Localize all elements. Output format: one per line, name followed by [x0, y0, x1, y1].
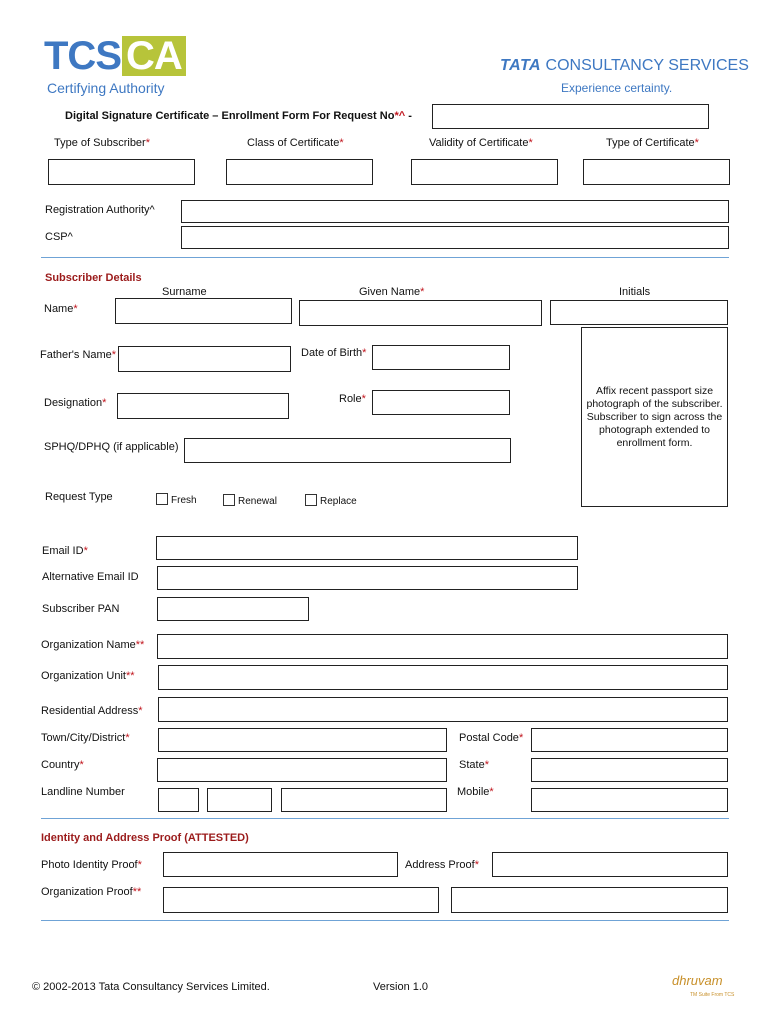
label-text: State — [459, 759, 485, 771]
org-unit-field[interactable] — [158, 665, 728, 690]
class-certificate-field[interactable] — [226, 159, 373, 185]
form-title-text: Digital Signature Certificate – Enrollment Form For Request No — [65, 110, 395, 122]
registration-authority-field[interactable] — [181, 200, 729, 223]
req-star: * — [137, 859, 142, 871]
logo-tcs-text: TCS — [44, 34, 121, 78]
type-subscriber-field[interactable] — [48, 159, 195, 185]
logo-subtitle: Certifying Authority — [47, 80, 165, 96]
label-text: Name — [44, 303, 74, 315]
label-text: Designation — [44, 397, 103, 409]
label-text: Photo Identity Proof — [41, 859, 138, 871]
label-text: Date of Birth — [301, 347, 363, 359]
req-star: ** — [132, 886, 142, 898]
designation-field[interactable] — [117, 393, 289, 419]
photo-instructions: Affix recent passport size photograph of the subscriber. Subscriber to sign across the photograph extended to enrollment form. — [586, 384, 723, 449]
tata-name: CONSULTANCY SERVICES — [545, 57, 749, 74]
validity-certificate-field[interactable] — [411, 159, 558, 185]
csp-label: CSP^ — [45, 231, 73, 243]
renewal-checkbox[interactable] — [223, 494, 235, 506]
csp-field[interactable] — [181, 226, 729, 249]
req-star: ** — [126, 670, 135, 682]
country-field[interactable] — [157, 758, 447, 782]
request-fresh-option[interactable] — [156, 493, 197, 506]
role-field[interactable] — [372, 390, 510, 415]
req-star: * — [73, 303, 78, 315]
type-subscriber-label — [54, 137, 150, 149]
postal-code-label — [459, 732, 523, 744]
landline-number-field[interactable] — [281, 788, 447, 812]
dob-label — [301, 347, 366, 359]
req-star: * — [474, 859, 479, 871]
designation-label — [44, 397, 106, 409]
req-star: * — [420, 286, 425, 298]
req-star: * — [102, 397, 107, 409]
label-text: Type of Certificate — [606, 137, 695, 149]
tata-logo — [500, 57, 749, 75]
mobile-label — [457, 786, 494, 798]
request-renewal-option[interactable] — [223, 494, 277, 507]
logo-ca-text: CA — [122, 36, 186, 76]
fresh-label: Fresh — [171, 495, 197, 506]
renewal-label: Renewal — [238, 496, 277, 507]
divider — [41, 920, 729, 921]
req-star: * — [489, 786, 494, 798]
req-star: ** — [135, 639, 145, 651]
email-field[interactable] — [156, 536, 578, 560]
req-star: * — [484, 759, 489, 771]
org-proof-label — [41, 886, 141, 898]
email-label — [42, 545, 88, 557]
class-certificate-label — [247, 137, 344, 149]
tagline: Experience certainty. — [561, 81, 673, 95]
org-unit-label — [41, 670, 135, 682]
pan-label: Subscriber PAN — [42, 603, 120, 615]
req-star: * — [361, 393, 366, 405]
form-title-req: *^ — [394, 110, 406, 122]
type-certificate-label — [606, 137, 699, 149]
label-text: Father's Name — [40, 349, 112, 361]
role-label — [339, 393, 366, 405]
label-text: Organization Proof — [41, 886, 133, 898]
state-field[interactable] — [531, 758, 728, 782]
sphq-field[interactable] — [184, 438, 511, 463]
req-star: * — [339, 137, 344, 149]
name-label — [44, 303, 78, 315]
fathers-name-field[interactable] — [118, 346, 291, 372]
org-proof-field-2[interactable] — [451, 887, 728, 913]
req-star: * — [138, 705, 143, 717]
address-proof-label — [405, 859, 479, 871]
label-text: Country — [41, 759, 80, 771]
subscriber-details-heading: Subscriber Details — [45, 272, 142, 284]
postal-code-field[interactable] — [531, 728, 728, 752]
form-title — [65, 110, 412, 122]
given-name-field[interactable] — [299, 300, 542, 326]
town-label — [41, 732, 130, 744]
fathers-name-label — [40, 349, 116, 361]
label-text: Email ID — [42, 545, 84, 557]
address-proof-field[interactable] — [492, 852, 728, 877]
photo-box[interactable] — [581, 327, 728, 507]
photo-id-proof-label — [41, 859, 142, 871]
state-label — [459, 759, 489, 771]
label-text: Validity of Certificate — [429, 137, 529, 149]
label-text: Role — [339, 393, 362, 405]
dhruvam-subtitle: TM Suite From TCS — [690, 992, 735, 998]
registration-authority-label: Registration Authority^ — [45, 204, 155, 216]
divider — [41, 818, 729, 819]
initials-field[interactable] — [550, 300, 728, 325]
org-name-label — [41, 639, 144, 651]
dob-field[interactable] — [372, 345, 510, 370]
label-text: Type of Subscriber — [54, 137, 146, 149]
req-star: * — [79, 759, 84, 771]
surname-field[interactable] — [115, 298, 292, 324]
req-star: * — [362, 347, 367, 359]
landline-std-field[interactable] — [158, 788, 199, 812]
alt-email-field[interactable] — [157, 566, 578, 590]
landline-code-field[interactable] — [207, 788, 272, 812]
landline-label: Landline Number — [41, 786, 125, 798]
label-text: Organization Name — [41, 639, 136, 651]
given-name-label — [359, 286, 424, 298]
label-text: Class of Certificate — [247, 137, 340, 149]
type-certificate-field[interactable] — [583, 159, 730, 185]
pan-field[interactable] — [157, 597, 309, 621]
label-text: Address Proof — [405, 859, 475, 871]
photo-id-proof-field[interactable] — [163, 852, 398, 877]
alt-email-label: Alternative Email ID — [42, 571, 139, 583]
tcs-ca-logo — [44, 36, 186, 76]
town-field[interactable] — [158, 728, 447, 752]
proof-heading: Identity and Address Proof (ATTESTED) — [41, 832, 249, 844]
sphq-label: SPHQ/DPHQ (if applicable) — [44, 441, 179, 453]
req-star: * — [694, 137, 699, 149]
req-star: * — [83, 545, 88, 557]
label-text: Mobile — [457, 786, 490, 798]
req-star: * — [528, 137, 533, 149]
label-text: Organization Unit — [41, 670, 126, 682]
label-text: Residential Address — [41, 705, 139, 717]
request-type-label: Request Type — [45, 491, 113, 503]
org-name-field[interactable] — [157, 634, 728, 659]
version: Version 1.0 — [373, 981, 429, 993]
req-star: * — [125, 732, 130, 744]
divider — [41, 257, 729, 258]
label-text: Postal Code — [459, 732, 519, 744]
form-title-dash: - — [405, 110, 412, 122]
country-label — [41, 759, 84, 771]
req-star: * — [518, 732, 524, 744]
req-star: * — [145, 137, 150, 149]
org-proof-field-1[interactable] — [163, 887, 439, 913]
surname-label: Surname — [162, 286, 207, 298]
validity-certificate-label — [429, 137, 533, 149]
tata-prefix: TATA — [500, 57, 542, 74]
res-address-label — [41, 705, 143, 717]
mobile-field[interactable] — [531, 788, 728, 812]
replace-checkbox[interactable] — [305, 494, 317, 506]
initials-label: Initials — [619, 286, 651, 298]
request-no-field[interactable] — [432, 104, 709, 129]
req-star: * — [111, 349, 117, 361]
copyright: © 2002-2013 Tata Consultancy Services Limited. — [32, 981, 270, 993]
request-replace-option[interactable] — [305, 494, 357, 507]
label-text: Given Name — [359, 286, 421, 298]
fresh-checkbox[interactable] — [156, 493, 168, 505]
label-text: Town/City/District — [41, 732, 126, 744]
dhruvam-logo: dhruvam — [672, 973, 723, 988]
res-address-field[interactable] — [158, 697, 728, 722]
replace-label: Replace — [320, 496, 357, 507]
